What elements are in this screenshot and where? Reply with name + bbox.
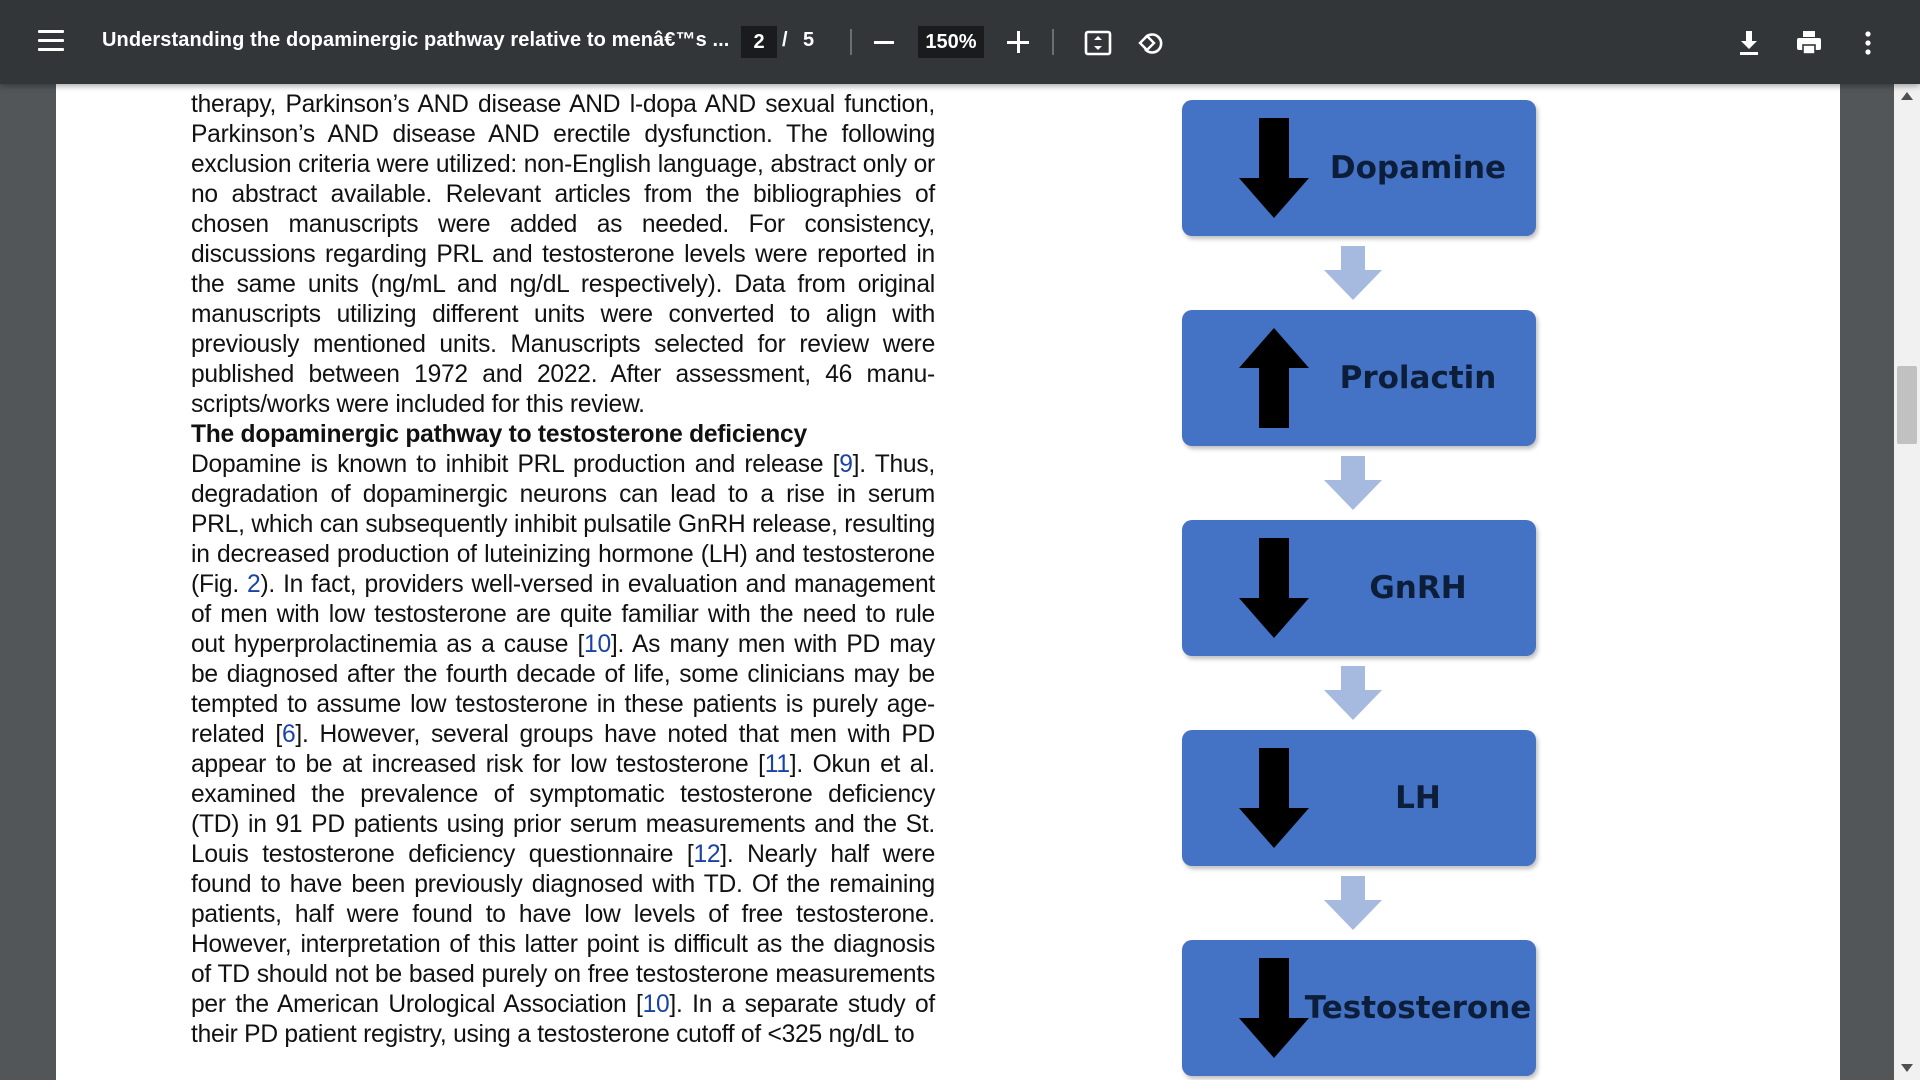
text-run: ]. Thus, degradation of dopaminergic neurons can lead to a rise in serum PRL, which can subsequently inhibit pulsatile GnRH release, resulting in decreased production of luteinizing hormone (LH) and testosterone (Fig. xyxy=(191,451,935,598)
connector-arrow-icon xyxy=(1324,456,1382,510)
print-icon[interactable] xyxy=(1794,28,1824,58)
citation-link[interactable]: 2 xyxy=(247,571,261,598)
down-arrow-icon xyxy=(1239,538,1309,638)
scrollbar-thumb[interactable] xyxy=(1897,366,1917,444)
citation-link[interactable]: 11 xyxy=(764,751,790,778)
download-icon[interactable] xyxy=(1734,28,1764,58)
flow-box-testosterone xyxy=(1182,940,1536,1076)
zoom-out-button[interactable] xyxy=(874,41,894,44)
citation-link[interactable]: 10 xyxy=(584,631,611,658)
pdf-toolbar xyxy=(0,0,1920,84)
citation-link[interactable]: 6 xyxy=(281,721,296,748)
flow-label: GnRH xyxy=(1369,570,1467,606)
flow-label: Prolactin xyxy=(1339,360,1497,396)
flow-label: Dopamine xyxy=(1329,150,1507,186)
zoom-in-button[interactable] xyxy=(1007,31,1029,53)
down-arrow-icon xyxy=(1239,118,1309,218)
scroll-down-arrow-icon[interactable] xyxy=(1901,1064,1913,1072)
text-run: ]. As many men with PD may be diagnosed after the fourth decade of life, some clinicians may be tempted to assume low testosterone in these patients is purely age-related [ xyxy=(191,631,935,748)
text-run: Dopamine is known to inhibit PRL production and release [ xyxy=(191,451,840,478)
connector-arrow-icon xyxy=(1324,666,1382,720)
flow-label: LH xyxy=(1395,780,1441,816)
fit-page-icon[interactable] xyxy=(1083,28,1113,58)
text-run: ). In fact, providers well-versed in evaluation and management of men with low testosterone are quite familiar with the need to rule out hyperprolactinemia as a cause [ xyxy=(191,571,936,658)
connector-arrow-icon xyxy=(1324,246,1382,300)
zoom-input[interactable]: 150% xyxy=(918,26,984,58)
pdf-page xyxy=(56,84,1840,1080)
flow-box-gnrh xyxy=(1182,520,1536,656)
citation-link[interactable]: 9 xyxy=(839,451,853,478)
flow-box-lh xyxy=(1182,730,1536,866)
page-total: 5 xyxy=(803,29,815,51)
page-number-input[interactable]: 2 xyxy=(741,26,777,58)
document-title: Understanding the dopaminergic pathway relative to menâ€™s ... xyxy=(102,29,730,51)
flow-box-prolactin xyxy=(1182,310,1536,446)
paragraph-dopaminergic-pathway xyxy=(191,450,935,1050)
section-heading: The dopaminergic pathway to testosterone deficiency xyxy=(191,421,807,448)
page-separator: / xyxy=(782,29,788,51)
down-arrow-icon xyxy=(1239,748,1309,848)
article-text xyxy=(191,90,935,1050)
text-run: ]. Okun et al. examined the prevalence of symptomatic testosterone deficiency (TD) in 91 PD patients using prior serum measurements and the St. Louis testosterone deficiency questionnaire [ xyxy=(191,751,936,868)
flow-box-dopamine xyxy=(1182,100,1536,236)
flow-label: Testosterone xyxy=(1304,990,1532,1026)
rotate-icon[interactable] xyxy=(1137,28,1167,58)
connector-arrow-icon xyxy=(1324,876,1382,930)
paragraph-methods xyxy=(191,90,935,420)
toolbar-divider xyxy=(850,29,852,55)
citation-link[interactable]: 10 xyxy=(642,991,670,1018)
scroll-up-arrow-icon[interactable] xyxy=(1901,92,1913,100)
text-run: ]. Nearly half were found to have been previously diagnosed with TD. Of the remaining patients, half were found to have low levels of free testosterone. However, interpretation of this latter point is difficult as the diagnosis of TD should not be based purely on free testosterone measurements per the American Urological Association [ xyxy=(191,841,935,1018)
text-run: therapy, Parkinson’s AND disease AND l-dopa AND sexual function, Parkinson’s AND disease AND erectile dysfunction. The following exclusion criteria were utilized: non-English language, abstract only or no abstract available. Relevant articles from the bibliographies of chosen manuscripts were added as needed. For consistency, discussions regarding PRL and testosterone levels were reported in the same units (ng/mL and ng/dL respectively). Data from original manuscripts utilizing different units were converted to align with previously mentioned units. Manuscripts selected for review were published between 1972 and 2022. After assessment, 46 manu-scripts/works were included for this review. xyxy=(191,91,935,418)
down-arrow-icon xyxy=(1239,958,1309,1058)
toolbar-divider xyxy=(1052,29,1054,55)
up-arrow-icon xyxy=(1239,328,1309,428)
more-options-icon[interactable] xyxy=(1853,28,1883,58)
menu-icon[interactable] xyxy=(38,30,64,52)
citation-link[interactable]: 12 xyxy=(693,841,721,868)
text-run: ]. However, several groups have noted that men with PD appear to be at increased risk for low testosterone [ xyxy=(191,721,935,778)
vertical-scrollbar[interactable] xyxy=(1894,84,1920,1080)
text-run: ]. In a separate study of their PD patient registry, using a testosterone cutoff of <325 ng/dL to xyxy=(191,991,935,1048)
